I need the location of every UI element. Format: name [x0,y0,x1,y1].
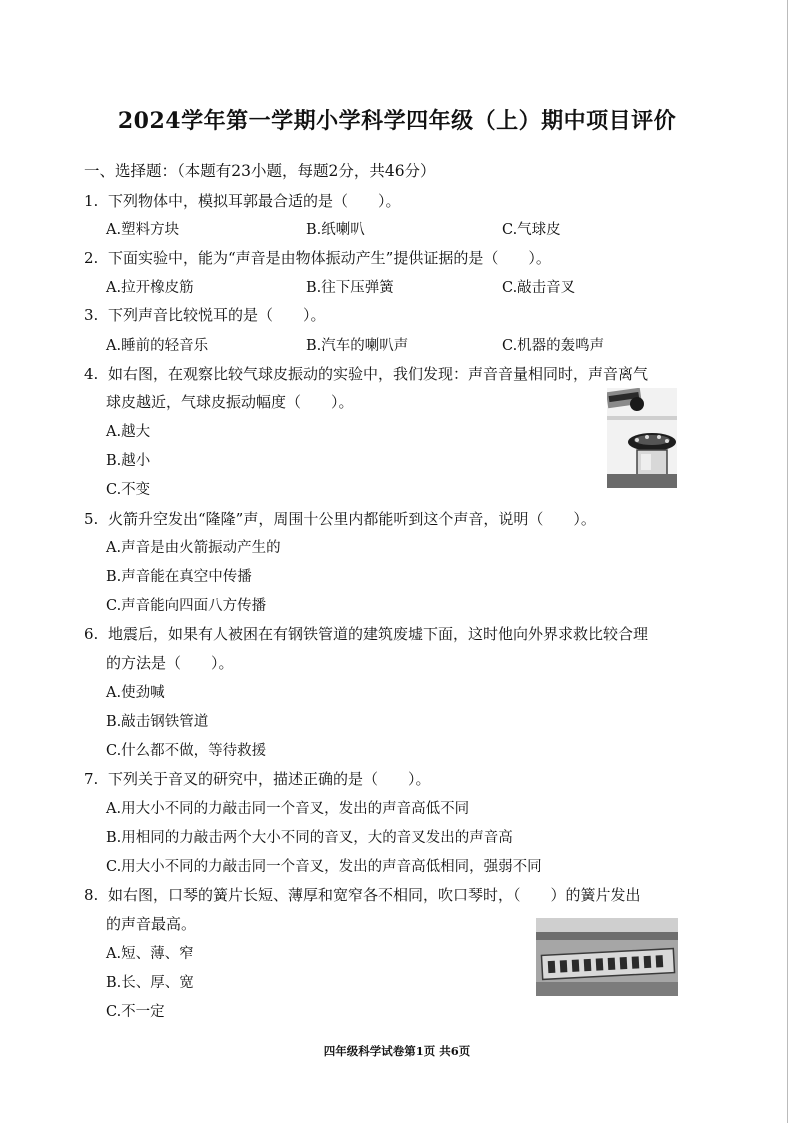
question-8-stem-cont: 的声音最高。 [106,915,197,933]
q7-option-c: C.用大小不同的力敲击同一个音叉，发出的声音高低相同，强弱不同 [106,859,542,875]
question-1-stem [84,190,401,211]
q5-option-b: B.声音能在真空中传播 [106,569,252,585]
balloon-drum-illustration [607,388,677,488]
question-text: 地震后，如果有人被困在有钢铁管道的建筑废墟下面，这时他向外界求救比较合理 [108,625,649,643]
q1-option-c: C.气球皮 [502,222,561,238]
q4-option-c: C.不变 [106,482,151,498]
q8-option-a: A.短、薄、窄 [106,946,194,962]
question-number: 6. [84,625,99,643]
q2-option-b: B.往下压弹簧 [306,280,394,296]
harmonica-photo [536,918,678,996]
question-text: 下列物体中，模拟耳郭最合适的是（ ）。 [108,192,401,210]
q3-option-b: B.汽车的喇叭声 [306,338,409,354]
page-footer: 四年级科学试卷第1页 共6页 [323,1044,471,1058]
balloon-drum-photo [607,388,677,488]
question-number: 4. [84,365,99,383]
question-number: 3. [84,306,99,324]
question-2-stem [84,247,551,268]
q8-option-c: C.不一定 [106,1004,165,1020]
question-3-stem [84,304,326,325]
question-number: 1. [84,192,99,210]
question-text: 下面实验中，能为“声音是由物体振动产生”提供证据的是（ ）。 [108,249,551,267]
q6-option-a: A.使劲喊 [106,685,165,701]
q7-option-a: A.用大小不同的力敲击同一个音叉，发出的声音高低不同 [106,801,470,817]
question-number: 7. [84,770,99,788]
question-text: 下列关于音叉的研究中，描述正确的是（ ）。 [108,770,431,788]
q5-option-c: C.声音能向四面八方传播 [106,598,267,614]
q3-option-a: A.睡前的轻音乐 [106,338,209,354]
q5-option-a: A.声音是由火箭振动产生的 [106,540,281,556]
q4-option-a: A.越大 [106,424,151,440]
q2-option-c: C.敲击音叉 [502,280,576,296]
question-7-stem [84,768,431,789]
question-4-stem [84,363,648,384]
q6-option-b: B.敲击钢铁管道 [106,714,209,730]
q6-option-c: C.什么都不做，等待救援 [106,743,267,759]
question-text: 如右图，口琴的簧片长短、薄厚和宽窄各不相同，吹口琴时，（ ）的簧片发出 [108,886,641,904]
q4-option-b: B.越小 [106,453,151,469]
question-6-stem-cont: 的方法是（ ）。 [106,654,234,672]
question-text: 下列声音比较悦耳的是（ ）。 [108,306,326,324]
q1-option-b: B.纸喇叭 [306,222,365,238]
question-8-stem [84,884,641,905]
exam-title: 2024学年第一学期小学科学四年级（上）期中项目评价 [117,108,677,134]
q1-option-a: A.塑料方块 [106,222,180,238]
question-number: 2. [84,249,99,267]
q7-option-b: B.用相同的力敲击两个大小不同的音叉，大的音叉发出的声音高 [106,830,513,846]
question-4-stem-cont: 球皮越近，气球皮振动幅度（ ）。 [106,393,354,411]
question-6-stem [84,623,648,644]
question-number: 8. [84,886,99,904]
question-number: 5. [84,510,99,528]
q8-option-b: B.长、厚、宽 [106,975,194,991]
q2-option-a: A.拉开橡皮筋 [106,280,194,296]
q3-option-c: C.机器的轰鸣声 [502,338,605,354]
question-5-stem [84,508,596,529]
scan-edge-line [787,0,788,1123]
question-text: 火箭升空发出“隆隆”声，周围十公里内都能听到这个声音，说明（ ）。 [108,510,596,528]
question-text: 如右图，在观察比较气球皮振动的实验中，我们发现：声音音量相同时，声音离气 [108,365,649,383]
harmonica-illustration [536,918,678,996]
section-heading: 一、选择题：（本题有23小题，每题2分，共46分） [84,162,436,180]
